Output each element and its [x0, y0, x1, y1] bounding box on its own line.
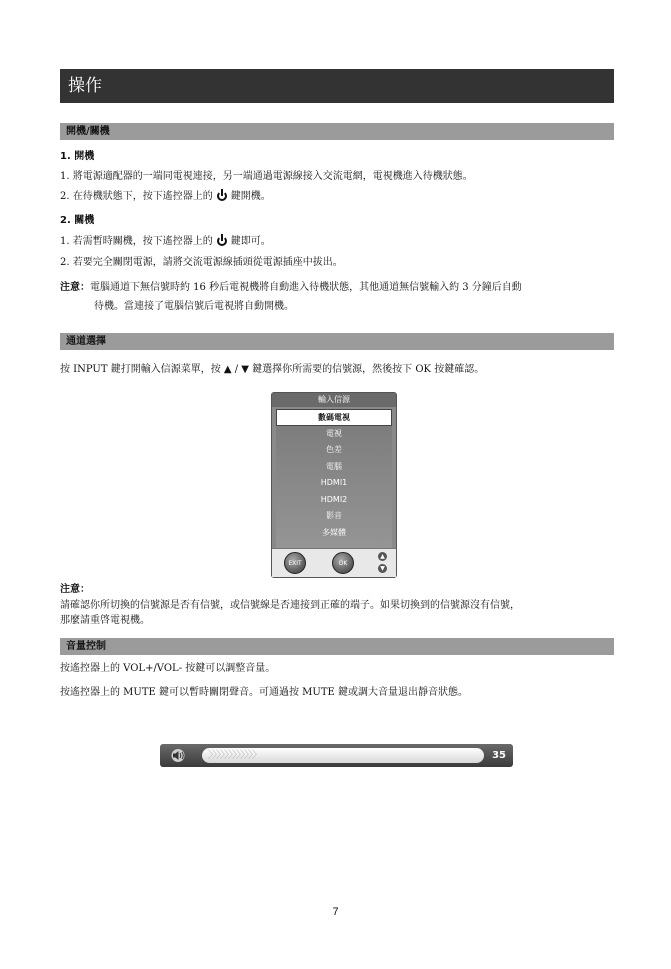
- power-on-step-2-post: 鍵開機。: [230, 191, 271, 202]
- down-arrow-icon[interactable]: ▼: [378, 564, 387, 573]
- power-icon: [217, 236, 227, 246]
- speaker-icon: [169, 749, 191, 762]
- channel-instruction: 按 INPUT 鍵打開輸入信源菜單，按 ▲ / ▼ 鍵選擇你所需要的信號源，然後按下 OK 按鍵確認。: [60, 364, 485, 375]
- note-label: 注意：: [60, 282, 90, 293]
- input-source-menu: [271, 392, 397, 578]
- power-off-step-1-pre: 1. 若需暫時關機，按下遙控器上的: [60, 236, 213, 247]
- menu-item-tv[interactable]: 電視: [326, 428, 342, 438]
- channel-note-line1: 請確認你所切換的信號源是否有信號，或信號線是否連接到正確的端子。如果切換到的信號源沒有信號，: [60, 600, 520, 611]
- power-on-subheading: 1. 開機: [60, 151, 95, 162]
- section-heading-volume: 音量控制: [60, 638, 614, 655]
- page-number: 7: [332, 906, 339, 918]
- volume-line1: 按遙控器上的 VOL+/VOL- 按鍵可以調整音量。: [60, 663, 276, 674]
- page-title: 操作: [60, 69, 614, 103]
- up-arrow-icon[interactable]: ▲: [378, 552, 387, 561]
- section-heading-power: 開機/關機: [60, 123, 614, 140]
- menu-item-hdmi2[interactable]: HDMI2: [320, 494, 348, 504]
- menu-item-multimedia[interactable]: 多媒體: [322, 527, 346, 537]
- power-off-step-1-post: 鍵即可。: [230, 236, 271, 247]
- channel-note-line2: 那麼請重啓電視機。: [60, 615, 150, 626]
- note-text-line2: 待機。當連接了電腦信號后電視將自動開機。: [94, 301, 294, 312]
- menu-item-component[interactable]: 色差: [326, 445, 342, 454]
- menu-footer: [272, 548, 396, 577]
- channel-note-label: 注意：: [60, 584, 90, 595]
- menu-title: 輸入信源: [272, 393, 396, 407]
- menu-item-digital-tv[interactable]: 數碼電視: [276, 409, 392, 426]
- power-off-subheading: 2. 關機: [60, 215, 95, 226]
- power-icon: [217, 191, 227, 201]
- power-note: [60, 281, 522, 295]
- ok-button[interactable]: OK: [332, 552, 354, 574]
- exit-button[interactable]: EXIT: [284, 552, 306, 574]
- power-on-step-2: [60, 190, 271, 204]
- volume-slider[interactable]: 〉〉〉〉〉〉〉〉〉〉〉〉: [202, 748, 484, 763]
- volume-bar: [160, 744, 513, 767]
- power-on-step-2-pre: 2. 在待機狀態下，按下遙控器上的: [60, 191, 213, 202]
- volume-value: 35: [492, 750, 506, 761]
- menu-list: [276, 409, 392, 549]
- menu-item-hdmi1[interactable]: HDMI1: [320, 478, 348, 487]
- menu-item-pc[interactable]: 電腦: [326, 461, 342, 471]
- power-off-step-2: 2. 若要完全關閉電源，請將交流電源線插頭從電源插座中拔出。: [60, 257, 343, 268]
- section-heading-channel: 通道選擇: [60, 333, 614, 350]
- menu-item-av[interactable]: 影音: [326, 511, 342, 520]
- power-on-step-1: 1. 將電源適配器的一端同電視連接，另一端通過電源線接入交流電網，電視機進入待機狀態。: [60, 171, 473, 182]
- volume-line2: 按遙控器上的 MUTE 鍵可以暫時關閉聲音。可通過按 MUTE 鍵或調大音量退出靜音狀態。: [60, 687, 468, 698]
- note-text-line1: 電腦通道下無信號時約 16 秒后電視機將自動進入待機狀態，其他通道無信號輸入約 3 分鐘后自動: [90, 282, 522, 293]
- power-off-step-1: [60, 235, 271, 249]
